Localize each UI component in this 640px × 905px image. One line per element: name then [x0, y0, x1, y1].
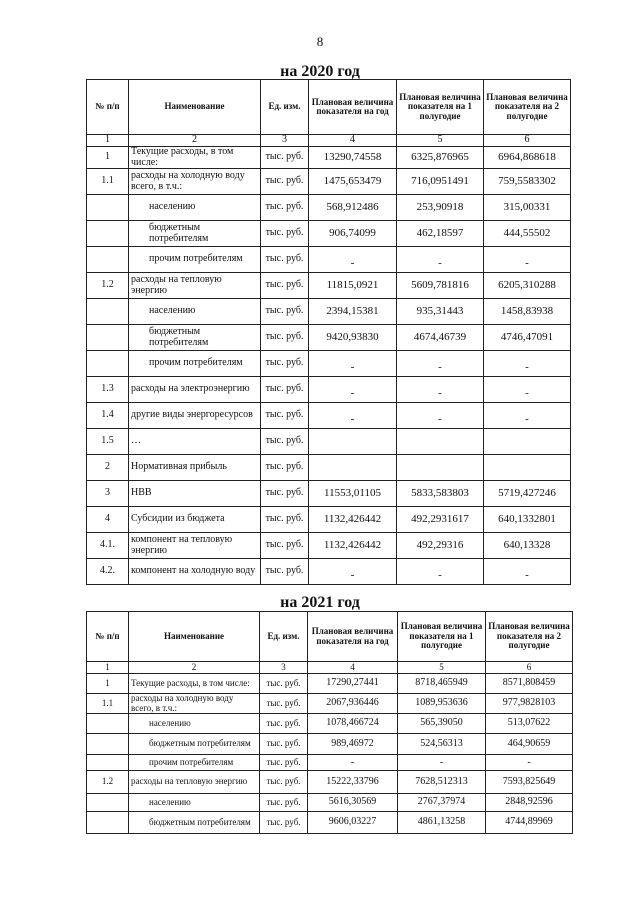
- row-year-value: -: [309, 403, 397, 429]
- row-year-value: -: [309, 247, 397, 273]
- row-second-half-value: 513,07622: [486, 714, 573, 734]
- row-second-half-value: -: [484, 377, 571, 403]
- table-row: [87, 533, 571, 559]
- row-number: 4.1.: [87, 533, 129, 559]
- row-first-half-value: 4861,13258: [398, 812, 486, 834]
- row-second-half-value: 5719,427246: [484, 481, 571, 507]
- row-year-value: -: [309, 377, 397, 403]
- row-unit: тыс. руб.: [261, 221, 309, 247]
- row-number: 1.2: [87, 771, 129, 794]
- header-first-half: Плановая величина показателя на 1 полугодие: [398, 612, 486, 662]
- row-name: другие виды энергоресурсов: [129, 403, 261, 429]
- row-name: бюджетным потребителям: [129, 812, 260, 834]
- row-number: [87, 325, 129, 351]
- row-name: прочим потребителям: [129, 247, 261, 273]
- table-row: [87, 147, 571, 169]
- row-year-value: 1132,426442: [309, 507, 397, 533]
- header-name: Наименование: [129, 80, 261, 135]
- row-first-half-value: 8718,465949: [398, 674, 486, 694]
- row-first-half-value: 5609,781816: [397, 273, 484, 299]
- budget-table-2020: [86, 79, 571, 585]
- row-number: [87, 755, 129, 771]
- column-index-row: [87, 662, 573, 674]
- row-name: прочим потребителям: [129, 351, 261, 377]
- row-second-half-value: -: [486, 755, 573, 771]
- row-second-half-value: 7593,825649: [486, 771, 573, 794]
- row-unit: тыс. руб.: [260, 694, 308, 714]
- table-row: [87, 169, 571, 195]
- row-name: …: [129, 429, 261, 455]
- row-unit: тыс. руб.: [261, 299, 309, 325]
- table-row: [87, 812, 573, 834]
- row-unit: тыс. руб.: [260, 794, 308, 812]
- row-first-half-value: -: [398, 755, 486, 771]
- row-unit: тыс. руб.: [261, 429, 309, 455]
- row-first-half-value: 462,18597: [397, 221, 484, 247]
- row-number: [87, 794, 129, 812]
- row-name: населению: [129, 714, 260, 734]
- column-index: 6: [484, 135, 571, 147]
- row-unit: тыс. руб.: [261, 325, 309, 351]
- row-second-half-value: 4744,89969: [486, 812, 573, 834]
- row-unit: тыс. руб.: [261, 377, 309, 403]
- row-second-half-value: -: [484, 403, 571, 429]
- row-number: 1: [87, 674, 129, 694]
- row-name: Текущие расходы, в том числе:: [129, 674, 260, 694]
- row-year-value: 13290,74558: [309, 147, 397, 169]
- table-row: [87, 377, 571, 403]
- row-first-half-value: [397, 455, 484, 481]
- row-year-value: 15222,33796: [308, 771, 398, 794]
- row-year-value: [309, 455, 397, 481]
- column-index: 2: [129, 135, 261, 147]
- row-year-value: 2067,936446: [308, 694, 398, 714]
- row-year-value: 11815,0921: [309, 273, 397, 299]
- column-index: 4: [308, 662, 398, 674]
- row-unit: тыс. руб.: [261, 507, 309, 533]
- column-index: 6: [486, 662, 573, 674]
- row-unit: тыс. руб.: [261, 147, 309, 169]
- row-name: расходы на холодную воду всего, в т.ч.:: [129, 169, 261, 195]
- header-number: № п/п: [87, 612, 129, 662]
- row-number: 3: [87, 481, 129, 507]
- row-second-half-value: 444,55502: [484, 221, 571, 247]
- row-first-half-value: 4674,46739: [397, 325, 484, 351]
- column-index: 5: [398, 662, 486, 674]
- row-name: расходы на тепловую энергию: [129, 273, 261, 299]
- header-first-half: Плановая величина показателя на 1 полугодие: [397, 80, 484, 135]
- row-year-value: -: [308, 755, 398, 771]
- row-first-half-value: 1089,953636: [398, 694, 486, 714]
- row-name: расходы на тепловую энергию: [129, 771, 260, 794]
- table-row: [87, 195, 571, 221]
- row-second-half-value: 315,00331: [484, 195, 571, 221]
- table-row: [87, 755, 573, 771]
- table-row: [87, 403, 571, 429]
- row-year-value: 1078,466724: [308, 714, 398, 734]
- row-year-value: 906,74099: [309, 221, 397, 247]
- row-first-half-value: 6325,876965: [397, 147, 484, 169]
- row-unit: тыс. руб.: [260, 812, 308, 834]
- row-first-half-value: 716,0951491: [397, 169, 484, 195]
- row-year-value: 989,46972: [308, 734, 398, 755]
- header-second-half: Плановая величина показателя на 2 полугодие: [486, 612, 573, 662]
- row-second-half-value: 464,90659: [486, 734, 573, 755]
- row-first-half-value: -: [397, 559, 484, 585]
- row-number: [87, 714, 129, 734]
- row-unit: тыс. руб.: [260, 714, 308, 734]
- table-row: [87, 429, 571, 455]
- row-name: населению: [129, 195, 261, 221]
- row-first-half-value: 253,90918: [397, 195, 484, 221]
- row-unit: тыс. руб.: [261, 351, 309, 377]
- row-unit: тыс. руб.: [260, 755, 308, 771]
- row-number: 1: [87, 147, 129, 169]
- row-number: [87, 812, 129, 834]
- column-index: 3: [260, 662, 308, 674]
- row-year-value: 1132,426442: [309, 533, 397, 559]
- table-header-row: [87, 612, 573, 662]
- row-year-value: 17290,27441: [308, 674, 398, 694]
- row-second-half-value: 759,5583302: [484, 169, 571, 195]
- header-unit: Ед. изм.: [261, 80, 309, 135]
- header-unit: Ед. изм.: [260, 612, 308, 662]
- row-year-value: [309, 429, 397, 455]
- column-index: 2: [129, 662, 260, 674]
- row-second-half-value: 640,13328: [484, 533, 571, 559]
- table-row: [87, 507, 571, 533]
- row-second-half-value: 8571,808459: [486, 674, 573, 694]
- row-year-value: 1475,653479: [309, 169, 397, 195]
- row-year-value: 2394,15381: [309, 299, 397, 325]
- table-row: [87, 714, 573, 734]
- row-first-half-value: 5833,583803: [397, 481, 484, 507]
- row-name: Субсидии из бюджета: [129, 507, 261, 533]
- row-unit: тыс. руб.: [261, 169, 309, 195]
- row-first-half-value: -: [397, 403, 484, 429]
- row-name: Текущие расходы, в том числе:: [129, 147, 261, 169]
- row-second-half-value: [484, 429, 571, 455]
- row-name: компонент на холодную воду: [129, 559, 261, 585]
- table-row: [87, 694, 573, 714]
- column-index: 5: [397, 135, 484, 147]
- row-unit: тыс. руб.: [261, 533, 309, 559]
- row-second-half-value: -: [484, 559, 571, 585]
- row-first-half-value: -: [397, 351, 484, 377]
- row-name: Нормативная прибыль: [129, 455, 261, 481]
- table-row: [87, 325, 571, 351]
- row-unit: тыс. руб.: [260, 674, 308, 694]
- row-number: 1.1: [87, 694, 129, 714]
- row-number: [87, 351, 129, 377]
- table-row: [87, 559, 571, 585]
- row-first-half-value: 492,2931617: [397, 507, 484, 533]
- row-number: 1.5: [87, 429, 129, 455]
- row-number: 1.4: [87, 403, 129, 429]
- column-index: 1: [87, 135, 129, 147]
- row-name: бюджетным потребителям: [129, 325, 261, 351]
- row-number: [87, 221, 129, 247]
- row-number: 1.1: [87, 169, 129, 195]
- row-unit: тыс. руб.: [261, 481, 309, 507]
- row-first-half-value: 935,31443: [397, 299, 484, 325]
- row-name: расходы на электроэнергию: [129, 377, 261, 403]
- row-name: бюджетным потребителям: [129, 221, 261, 247]
- column-index: 3: [261, 135, 309, 147]
- row-name: населению: [129, 299, 261, 325]
- table-row: [87, 351, 571, 377]
- column-index: 4: [309, 135, 397, 147]
- table-row: [87, 771, 573, 794]
- header-year-value: Плановая величина показателя на год: [308, 612, 398, 662]
- row-second-half-value: 6205,310288: [484, 273, 571, 299]
- row-second-half-value: 2848,92596: [486, 794, 573, 812]
- row-second-half-value: 6964,868618: [484, 147, 571, 169]
- row-first-half-value: 7628,512313: [398, 771, 486, 794]
- row-second-half-value: 977,9828103: [486, 694, 573, 714]
- row-year-value: 568,912486: [309, 195, 397, 221]
- row-number: [87, 247, 129, 273]
- table-row: [87, 734, 573, 755]
- row-unit: тыс. руб.: [261, 403, 309, 429]
- row-name: бюджетным потребителям: [129, 734, 260, 755]
- table-row: [87, 794, 573, 812]
- table-title-2020: на 2020 год: [280, 63, 360, 80]
- row-name: населению: [129, 794, 260, 812]
- row-first-half-value: 565,39050: [398, 714, 486, 734]
- row-number: [87, 195, 129, 221]
- table-row: [87, 299, 571, 325]
- row-second-half-value: 4746,47091: [484, 325, 571, 351]
- row-unit: тыс. руб.: [261, 195, 309, 221]
- row-first-half-value: [397, 429, 484, 455]
- row-name: расходы на холодную воду всего, в т.ч.:: [129, 694, 260, 714]
- header-name: Наименование: [129, 612, 260, 662]
- table-row: [87, 674, 573, 694]
- table-row: [87, 455, 571, 481]
- row-name: НВВ: [129, 481, 261, 507]
- row-number: [87, 299, 129, 325]
- table-title-2021: на 2021 год: [280, 594, 360, 611]
- row-second-half-value: 1458,83938: [484, 299, 571, 325]
- row-year-value: 5616,30569: [308, 794, 398, 812]
- row-name: прочим потребителям: [129, 755, 260, 771]
- table-row: [87, 273, 571, 299]
- header-year-value: Плановая величина показателя на год: [309, 80, 397, 135]
- table-row: [87, 247, 571, 273]
- page-number: 8: [316, 34, 324, 49]
- header-number: № п/п: [87, 80, 129, 135]
- row-first-half-value: 524,56313: [398, 734, 486, 755]
- row-second-half-value: [484, 455, 571, 481]
- row-year-value: -: [309, 351, 397, 377]
- row-first-half-value: -: [397, 377, 484, 403]
- row-year-value: -: [309, 559, 397, 585]
- row-number: 1.2: [87, 273, 129, 299]
- row-number: 1.3: [87, 377, 129, 403]
- row-year-value: 11553,01105: [309, 481, 397, 507]
- row-number: [87, 734, 129, 755]
- table-row: [87, 481, 571, 507]
- row-second-half-value: 640,1332801: [484, 507, 571, 533]
- row-first-half-value: -: [397, 247, 484, 273]
- row-unit: тыс. руб.: [260, 734, 308, 755]
- row-number: 4.2.: [87, 559, 129, 585]
- row-second-half-value: -: [484, 247, 571, 273]
- row-unit: тыс. руб.: [261, 273, 309, 299]
- row-first-half-value: 2767,37974: [398, 794, 486, 812]
- row-name: компонент на тепловую энергию: [129, 533, 261, 559]
- row-number: 2: [87, 455, 129, 481]
- row-year-value: 9420,93830: [309, 325, 397, 351]
- table-row: [87, 221, 571, 247]
- row-unit: тыс. руб.: [260, 771, 308, 794]
- budget-table-2021: [86, 611, 573, 834]
- row-first-half-value: 492,29316: [397, 533, 484, 559]
- row-unit: тыс. руб.: [261, 559, 309, 585]
- row-second-half-value: -: [484, 351, 571, 377]
- row-number: 4: [87, 507, 129, 533]
- column-index: 1: [87, 662, 129, 674]
- header-second-half: Плановая величина показателя на 2 полугодие: [484, 80, 571, 135]
- row-unit: тыс. руб.: [261, 247, 309, 273]
- table-header-row: [87, 80, 571, 135]
- row-unit: тыс. руб.: [261, 455, 309, 481]
- row-year-value: 9606,03227: [308, 812, 398, 834]
- column-index-row: [87, 135, 571, 147]
